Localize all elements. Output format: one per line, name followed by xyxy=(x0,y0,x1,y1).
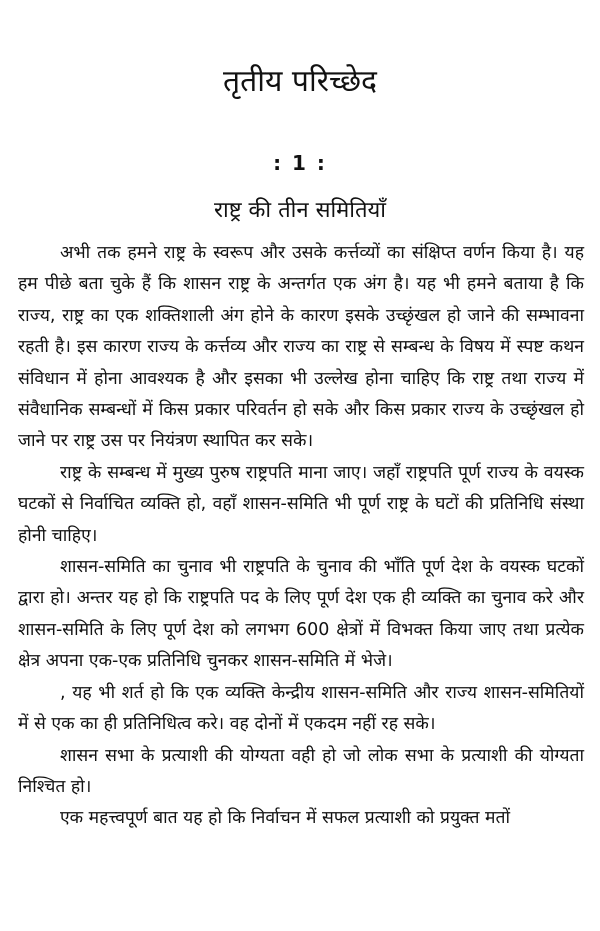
paragraph: एक महत्त्वपूर्ण बात यह हो कि निर्वाचन में सफल प्रत्याशी को प्रयुक्त मतों xyxy=(60,808,510,829)
paragraph: शासन-समिति का चुनाव भी राष्ट्रपति के चुनाव की भाँति पूर्ण देश के वयस्क घटकों द्वारा हो। अन्तर यह हो कि राष्ट्रपति पद के लिए पूर्ण देश एक ही व्यक्ति का चुनाव करे और शासन-समिति के लिए पूर्ण देश को लगभग 600 क्षेत्रों में विभक्त किया जाए तथा प्रत्येक क्षेत्र अपना एक-एक प्रतिनिधि चुनकर शासन-समिति में भेजे। xyxy=(18,557,584,672)
paragraph: शासन सभा के प्रत्याशी की योग्यता वही हो जो लोक सभा के प्रत्याशी की योग्यता निश्चित हो। xyxy=(18,745,584,797)
body-text xyxy=(18,238,584,835)
chapter-title: तृतीय परिच्छेद xyxy=(223,64,377,99)
section-title: राष्ट्र की तीन समितियाँ xyxy=(214,198,386,223)
paragraph: , यह भी शर्त हो कि एक व्यक्ति केन्द्रीय शासन-समिति और राज्य शासन-समितियों में से एक का ही प्रतिनिधित्व करे। वह दोनों में एकदम नहीं रह सके। xyxy=(18,682,584,735)
paragraph: अभी तक हमने राष्ट्र के स्वरूप और उसके कर्त्तव्यों का संक्षिप्त वर्णन किया है। यह हम पीछे बता चुके हैं कि शासन राष्ट्र के अन्तर्गत एक अंग है। यह भी हमने बताया है कि राज्य, राष्ट्र का एक शक्तिशाली अंग होने के कारण इसके उच्छृंखल हो जाने की सम्भावना रहती है। इस कारण राज्य के कर्त्तव्य और राज्य का राष्ट्र से सम्बन्ध के विषय में स्पष्ट कथन संविधान में होना आवश्यक है और इसका भी उल्लेख होना चाहिए कि राष्ट्र तथा राज्य में संवैधानिक सम्बन्धों में किस प्रकार परिवर्तन हो सके और किस प्रकार राज्य के उच्छृंखल हो जाने पर राष्ट्र उस पर नियंत्रण स्थापित कर सके। xyxy=(18,243,584,452)
section-number: : 1 : xyxy=(273,151,327,175)
paragraph: राष्ट्र के सम्बन्ध में मुख्य पुरुष राष्ट्रपति माना जाए। जहाँ राष्ट्रपति पूर्ण राज्य के वयस्क घटकों से निर्वाचित व्यक्ति हो, वहाँ शासन-समिति भी पूर्ण राष्ट्र के घटों की प्रतिनिधि संस्था होनी चाहिए। xyxy=(18,462,584,546)
